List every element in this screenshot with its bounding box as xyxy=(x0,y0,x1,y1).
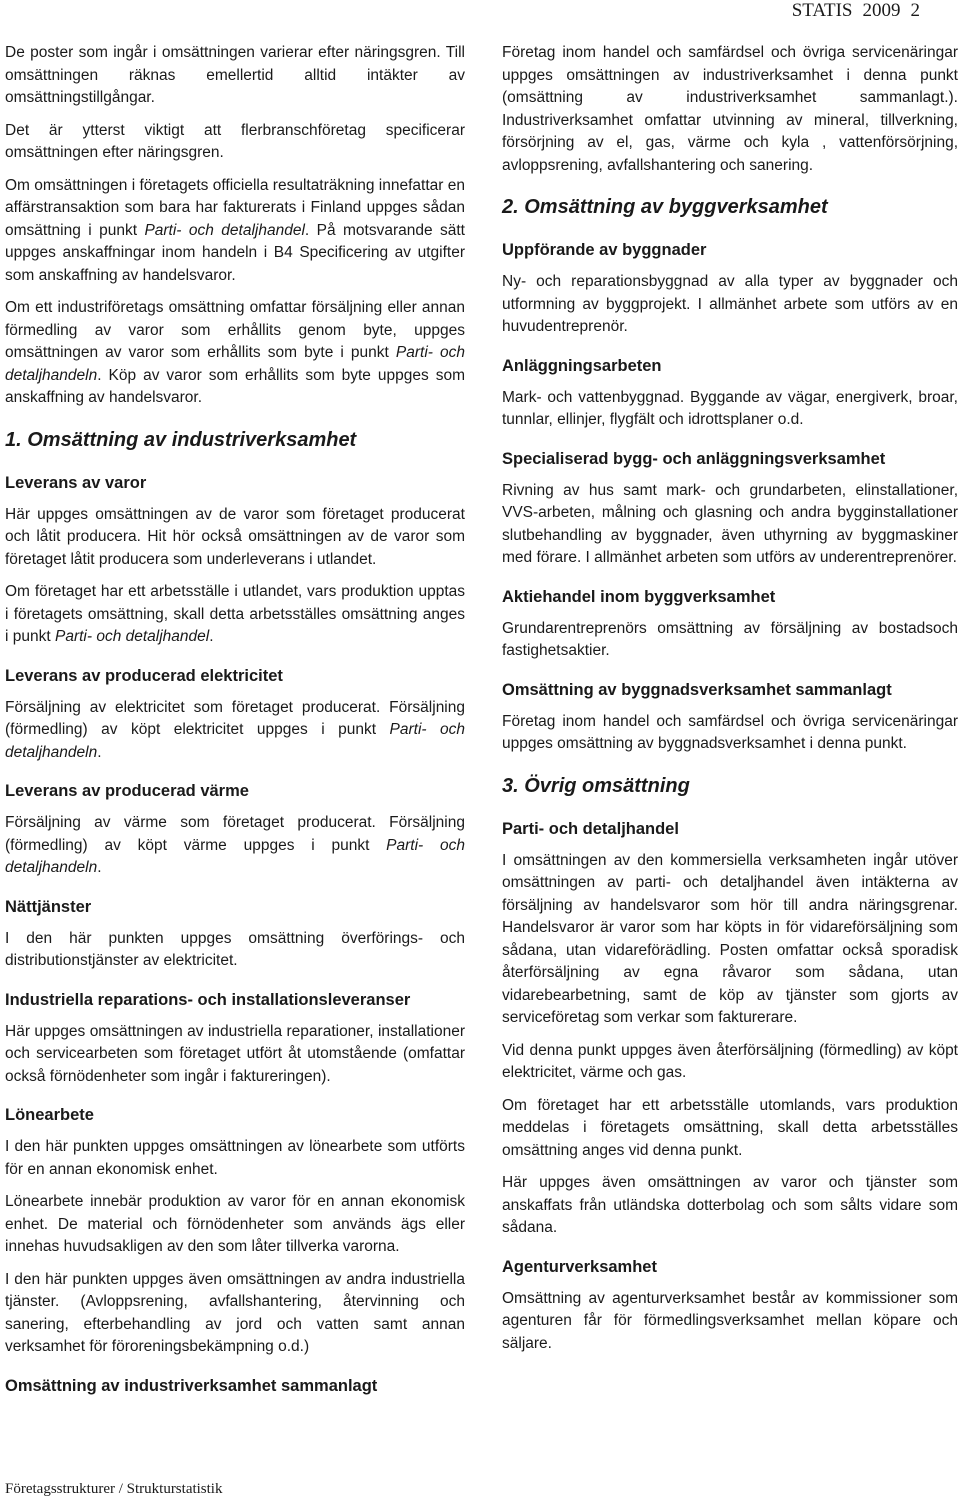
subsection-heading: Omsättning av byggnadsverksamhet sammanlagt xyxy=(502,680,892,699)
subsection-heading: Industriella reparations- och installationsleveranser xyxy=(5,990,411,1009)
subsection-heading: Parti- och detaljhandel xyxy=(502,819,679,838)
paragraph: Om företaget har ett arbetsställe i utlandet, vars produktion upptas i företagets omsättning, skall detta arbetsställes omsättning anges i punkt Parti- och detaljhandel. xyxy=(5,583,465,645)
subsection-heading: Omsättning av industriverksamhet sammanlagt xyxy=(5,1376,378,1395)
subsection-heading: Lönearbete xyxy=(5,1106,94,1124)
paragraph: Företag inom handel och samfärdsel och övriga servicenäringar uppges omsättning av byggnadsverksamhet i denna punkt. xyxy=(502,712,958,752)
subsection-heading: Leverans av producerad elektricitet xyxy=(5,666,283,685)
paragraph: I den här punkten uppges omsättning överförings- och distributionstjänster av elektricitet. xyxy=(5,929,465,969)
paragraph: Om ett industriföretags omsättning omfattar försäljning eller annan förmedling av varor som erhållits genom byte, uppges omsättningen av varor som erhållits som byte i punkt Parti- och detaljhandeln. Köp av varor som erhållits som byte uppges som anskaffning av handelsvaror. xyxy=(5,299,465,406)
subsection-heading: Nättjänster xyxy=(5,897,92,916)
paragraph: Omsättning av agenturverksamhet består av kommissioner som agenturen får för förmedlingsverksamhet mellan köpare och säljare. xyxy=(502,1289,958,1352)
paragraph: Försäljning av värme som företaget producerat. Försäljning (förmedling) av köpt värme uppges i punkt Parti- och detaljhandeln. xyxy=(5,814,465,876)
page-footer: Företagsstrukturer / Strukturstatistik xyxy=(5,1481,223,1497)
subsection-heading: Leverans av varor xyxy=(5,473,147,492)
page-header xyxy=(792,0,920,22)
section-heading: 3. Övrig omsättning xyxy=(502,774,690,797)
paragraph: Rivning av hus samt mark- och grundarbeten, elinstallationer, VVS-arbeten, målning och glasning och andra bygginstallationer slutbehandling av byggnader, även uthyrning av byggmaskiner med förare. I allmänhet arbeten som utförs av underentreprenörer. xyxy=(502,481,958,566)
publication-year: 2009 xyxy=(862,0,901,21)
paragraph: I omsättningen av den kommersiella verksamheten ingår utöver omsättningen av parti- och detaljhandel även intäkterna av försäljning av handelsvaror som hör till andra näringsgrenar. Handelsvaror är varor som har köpts in för vidareförsäljning som sådana, utan vidareförädling. Posten omfattar också sporadisk återförsäljning av egna råvaror som sådana, utan vidarebearbetning, samt de köp av tjänster som gjorts av serviceföretag som verkar som fakturerare. xyxy=(502,851,958,1026)
section-heading: 2. Omsättning av byggverksamhet xyxy=(502,196,828,218)
paragraph: Om omsättningen i företagets officiella resultaträkning innefattar en affärstransaktion som bara har fakturerats i Finland uppges sådan omsättning i punkt Parti- och detaljhandel. På motsvarande sätt uppges anskaffningar inom handeln i B4 Specificering av utgifter som anskaffning av handelsvaror. xyxy=(5,176,465,284)
paragraph: De poster som ingår i omsättningen varierar efter näringsgren. Till omsättningen räknas emellertid alltid intäkter av omsättningstillgångar. xyxy=(5,44,465,106)
page-number: 2 xyxy=(910,0,920,21)
subsection-heading: Specialiserad bygg- och anläggningsverksamhet xyxy=(502,449,886,468)
paragraph: Ny- och reparationsbyggnad av alla typer av byggnader och utformning av byggprojekt. I allmänhet arbete som utförs av en huvudentreprenör. xyxy=(502,273,958,335)
paragraph: Försäljning av elektricitet som företaget producerat. Försäljning (förmedling) av köpt elektricitet uppges i punkt Parti- och detaljhandeln. xyxy=(5,698,465,761)
paragraph: Här uppges omsättningen av industriella reparationer, installationer och servicearbeten som företaget utfört åt utomstående (omfattar också förnödenheter som ingår i faktureringen). xyxy=(5,1022,465,1085)
paragraph: Mark- och vattenbyggnad. Byggande av vägar, energiverk, broar, tunnlar, ellinjer, flygfält och idrottsplaner o.d. xyxy=(502,388,958,428)
publication-title: STATIS xyxy=(791,0,853,21)
subsection-heading: Agenturverksamhet xyxy=(502,1257,657,1276)
paragraph: Här uppges även omsättningen av varor och tjänster som anskaffats från utländska dotterbolag och som sålts vidare som sådana. xyxy=(502,1174,958,1236)
paragraph: Företag inom handel och samfärdsel och övriga servicenäringar uppges omsättningen av industriverksamhet i denna punkt (omsättning av industriverksamhet sammanlagt.). Industriverksamhet omfattar utvinning av mineral, tillverkning, försörjning av el, gas, värme och kyla , vattenförsörjning, avloppsrening, avfallshantering och sanering. xyxy=(502,44,958,174)
paragraph: I den här punkten uppges även omsättningen av andra industriella tjänster. (Avloppsrening, avfallshantering, återvinning och sanering, efterbehandling av jord och vatten samt annan verksamhet för föroreningsbekämpning o.d.) xyxy=(5,1270,465,1355)
paragraph: Här uppges omsättningen av de varor som företaget producerat och låtit producera. Hit hör också omsättningen av de varor som företaget låtit producera som underleverans i utlandet. xyxy=(5,505,465,568)
paragraph: Grundarentreprenörs omsättning av försäljning av bostadsoch fastighetsaktier. xyxy=(502,619,958,659)
paragraph: Lönearbete innebär produktion av varor för en annan ekonomisk enhet. De material och förnödenheter som används ägs eller innehas huvudsakligen av den som låter tillverka varorna. xyxy=(5,1193,465,1255)
right-column xyxy=(502,42,958,1365)
subsection-heading: Leverans av producerad värme xyxy=(5,782,249,800)
paragraph: I den här punkten uppges omsättningen av lönearbete som utförts för en annan ekonomisk enhet. xyxy=(5,1138,465,1178)
subsection-heading: Anläggningsarbeten xyxy=(502,356,662,375)
paragraph: Vid denna punkt uppges även återförsäljning (förmedling) av köpt elektricitet, värme och gas. xyxy=(502,1041,958,1081)
section-heading: 1. Omsättning av industriverksamhet xyxy=(5,428,357,451)
subsection-heading: Aktiehandel inom byggverksamhet xyxy=(502,587,776,606)
paragraph: Det är ytterst viktigt att flerbranschföretag specificerar omsättningen efter näringsgren. xyxy=(5,121,465,161)
paragraph: Om företaget har ett arbetsställe utomlands, vars produktion meddelas i företagets omsättning, skall detta arbetsställes omsättning anges vid denna punkt. xyxy=(502,1096,958,1159)
left-column xyxy=(5,42,465,1407)
subsection-heading: Uppförande av byggnader xyxy=(502,241,707,259)
